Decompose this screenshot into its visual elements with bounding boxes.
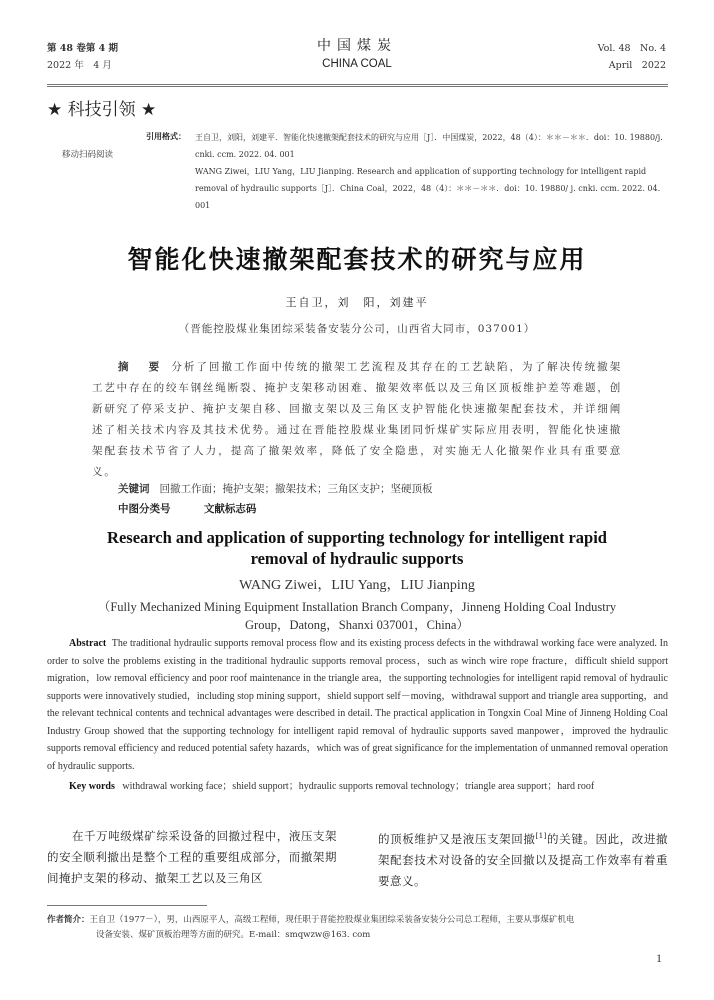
affiliation-en-text: （Fully Mechanized Mining Equipment Installation Branch Company，Jinneng Holding Coal Industry Group，Datong，Shanxi 037001，China） — [97, 600, 617, 632]
header-divider-second — [47, 86, 668, 87]
qr-scan-label: 移动扫码阅读 — [62, 150, 114, 160]
authors-en: WANG Ziwei，LIU Yang，LIU Jianping — [239, 578, 475, 593]
abstract-en — [47, 635, 668, 775]
footnote-divider — [47, 905, 207, 906]
abstract-en-text: The traditional hydraulic supports removal process flow and its existing process defects in the withdrawal working face were analyzed. In order to solve the problems existing in the traditional hydraulic supports removal process，such as winch wire rope fracture，difficult shield support migration，low removal efficiency and poor roof maintenance in the triangle area，the supporting technologies for intelligent rapid removal of hydraulic supports were innovatively studied，including stop mining support，shield support self－moving，withdrawal support and triangle area supporting，and the relevant technical contents and technical advantages were described in detail. The practical application in Tongxin Coal Mine of Jinneng Holding Coal Industry Group showed that the supporting technology for intelligent rapid removal of hydraulic supports saved manpower，improved the hydraulic supports removal efficiency and reduced potential safety hazards，which was of great significance for the implementation of unmanned removal operation of hydraulic supports. — [47, 638, 669, 772]
paper-title-en-text: Research and application of supporting technology for intelligent rapid removal of hydraulic supports — [107, 528, 607, 568]
affiliation-cn: （晋能控股煤业集团综采装备安装分公司，山西省大同市，037001） — [178, 323, 536, 335]
date-cn: 2022 年 4 月 — [47, 60, 112, 71]
citation-label: 引用格式： — [146, 132, 186, 141]
page-number: 1 — [656, 951, 662, 965]
classification — [118, 501, 256, 516]
paper-title-en — [0, 527, 714, 569]
author-footnote — [47, 913, 672, 943]
issue-info-en — [598, 40, 666, 74]
section-label: ★ 科技引领 ★ — [47, 100, 157, 120]
header-divider — [47, 84, 668, 85]
body-column-left — [47, 826, 337, 889]
footnote-text-cont: 设备安装、煤矿顶板治理等方面的研究。E-mail：smqwzw@163. com — [96, 930, 371, 940]
abstract-cn-label: 摘 要 — [118, 361, 168, 373]
keywords-cn-label: 关键词 — [118, 483, 150, 495]
affiliation-en — [0, 598, 714, 634]
keywords-cn-text: 回撤工作面；掩护支架；撤架技术；三角区支护；坚硬顶板 — [159, 483, 433, 495]
paper-title-cn: 智能化快速撤架配套技术的研究与应用 — [127, 245, 587, 274]
abstract-en-label: Abstract — [69, 638, 107, 649]
volume-issue-cn: 第 48 卷第 4 期 — [47, 43, 119, 54]
date-en: April 2022 — [608, 60, 666, 71]
body-right-text-b: 的关键。因此，改进撤架配套技术对设备的安全回撤以及提高工作效率有着重要意义。 — [378, 831, 669, 888]
reference-link[interactable]: [1] — [535, 832, 547, 840]
authors-cn: 王自卫，刘 阳，刘建平 — [285, 296, 429, 309]
keywords-en-label: Key words — [69, 781, 115, 792]
citation-block — [195, 129, 670, 214]
keywords-en-text: withdrawal working face；shield support；hydraulic supports removal technology；triangle area support；hard roof — [122, 781, 595, 792]
keywords-en — [47, 778, 668, 796]
keywords-cn — [118, 481, 433, 496]
abstract-cn — [92, 357, 622, 483]
body-left-text: 在千万吨级煤矿综采设备的回撤过程中，液压支架的安全顺利撤出是整个工程的重要组成部分，而撤架期间掩护支架的移动、撤架工艺以及三角区 — [47, 829, 337, 885]
citation-cn: 王自卫，刘阳，刘建平．智能化快速撤架配套技术的研究与应用［J］．中国煤炭，2022，48（4）：＊＊－＊＊．doi：10. 19880/j. cnki. ccm. 2022. 04. 001 — [195, 133, 663, 159]
footnote-text: 王自卫（1977－），男，山西原平人，高级工程师，现任职于晋能控股煤业集团综采装备安装分公司总工程师，主要从事煤矿机电 — [89, 915, 575, 925]
doc-code-label: 文献标志码 — [203, 503, 257, 515]
abstract-cn-text: 分析了回撤工作面中传统的撤架工艺流程及其存在的工艺缺陷，为了解决传统撤架工艺中存在的绞车钢丝绳断裂、掩护支架移动困难、撤架效率低以及三角区顶板维护差等难题，创新研究了停采支护、掩护支架自移、回撤支架以及三角区支护智能化快速撤架配套技术，并详细阐述了相关技术内容及其技术优势。通过在晋能控股煤业集团同忻煤矿实际应用表明，智能化快速撤架配套技术节省了人力，提高了撤架效率，降低了安全隐患，对实施无人化撤架作业具有重要意义。 — [92, 361, 622, 478]
clc-label: 中图分类号 — [118, 503, 171, 515]
footnote-label: 作者简介： — [47, 915, 90, 925]
body-column-right — [378, 826, 668, 892]
journal-name-en: CHINA COAL — [322, 58, 392, 70]
citation-en: WANG Ziwei，LIU Yang，LIU Jianping. Research and application of supporting technology for intelligent rapid removal of hydraulic supports［J］．China Coal，2022，48（4）：＊＊－＊＊．doi：10. 19880/ j. cnki. ccm. 2022. 04. 001 — [195, 167, 661, 210]
journal-name-cn: 中国煤炭 — [317, 38, 397, 54]
volume-issue-en: Vol. 48 No. 4 — [597, 43, 666, 54]
body-right-text-a: 的顶板维护又是液压支架回撤 — [378, 831, 536, 846]
